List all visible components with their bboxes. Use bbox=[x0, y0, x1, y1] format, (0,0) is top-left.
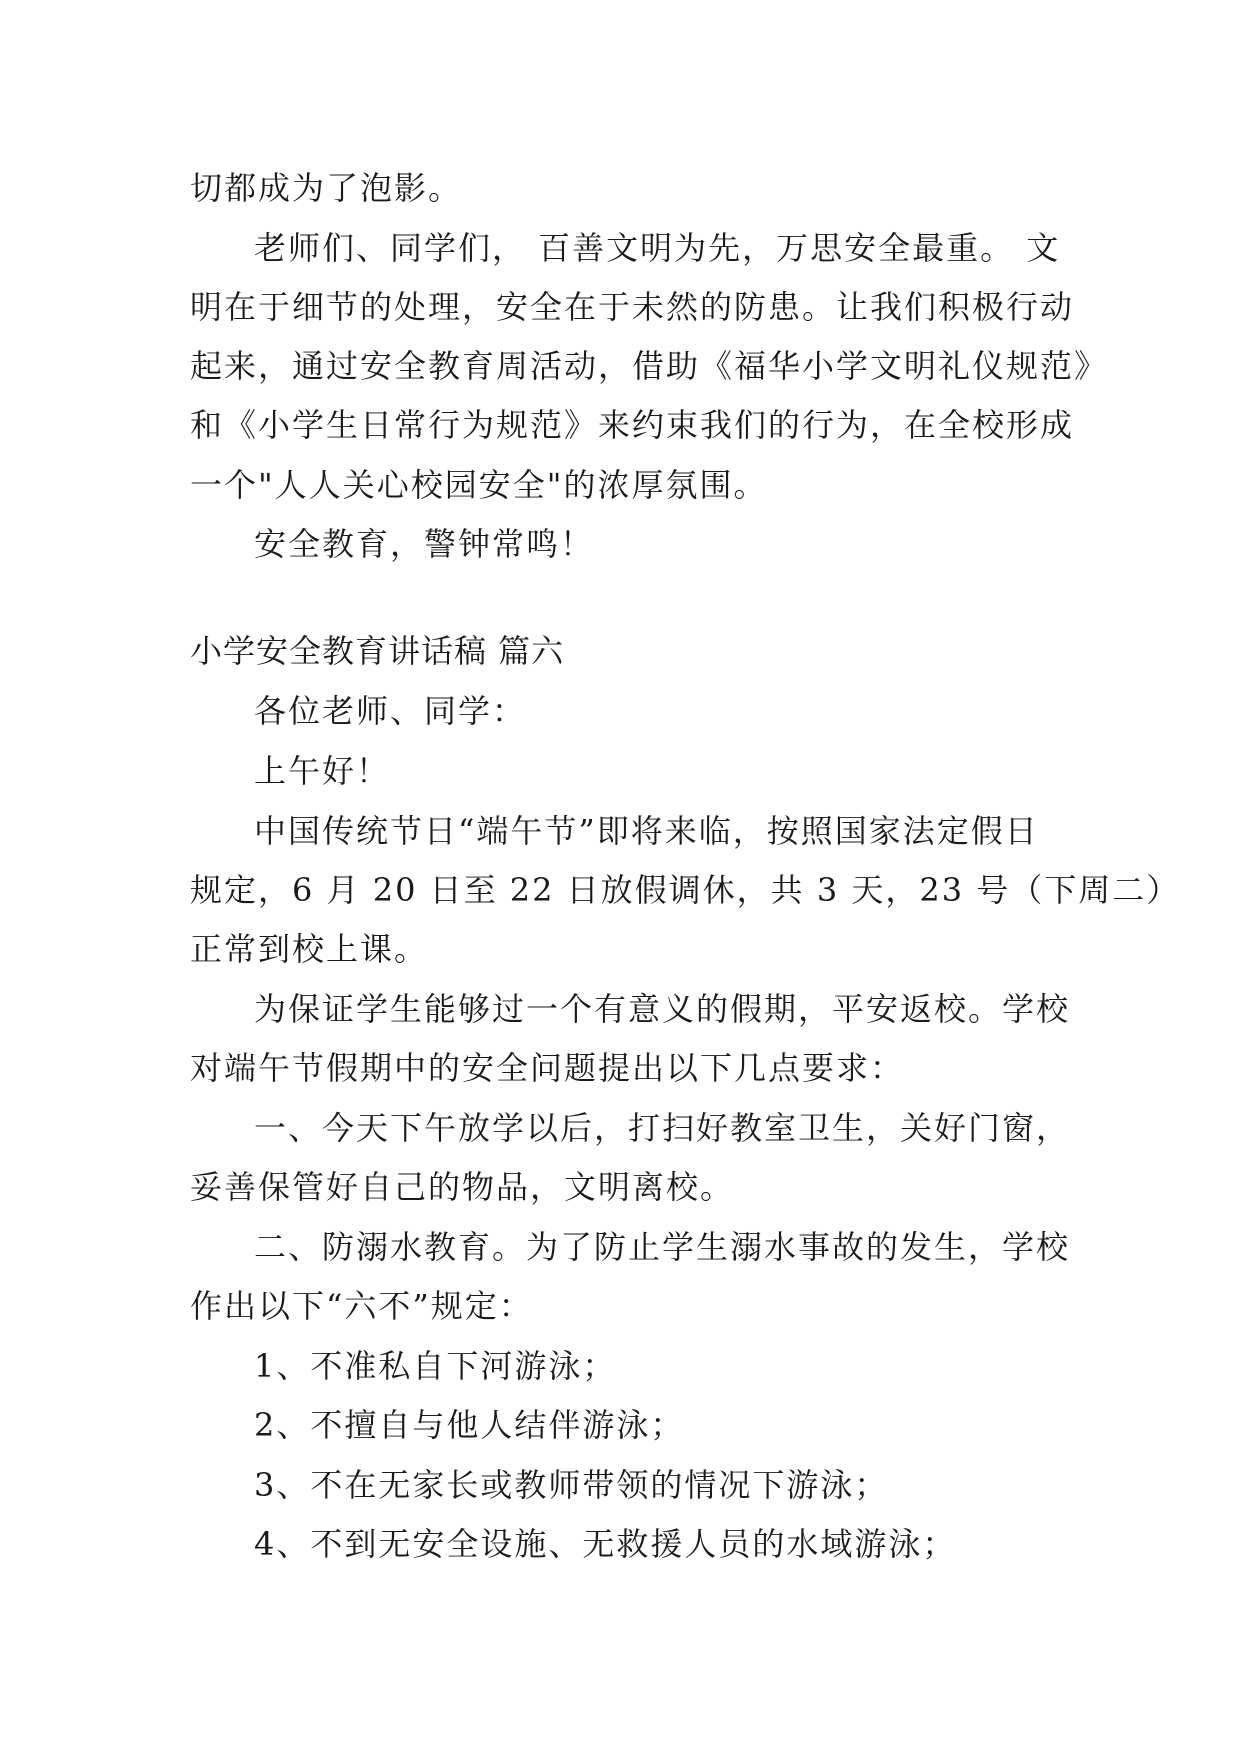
paragraph-line: 明在于细节的处理，安全在于未然的防患。让我们积极行动 bbox=[190, 288, 1075, 326]
greeting: 上午好！ bbox=[254, 752, 391, 790]
paragraph-line: 和《小学生日常行为规范》来约束我们的行为，在全校形成 bbox=[190, 406, 1075, 444]
list-item: 2、不擅自与他人结伴游泳； bbox=[254, 1406, 685, 1444]
paragraph-line: 作出以下“六不”规定： bbox=[190, 1287, 533, 1325]
paragraph-line: 起来，通过安全教育周活动，借助《福华小学文明礼仪规范》 bbox=[190, 347, 1109, 385]
paragraph-line: 正常到校上课。 bbox=[190, 930, 429, 968]
paragraph-line: 切都成为了泡影。 bbox=[190, 169, 463, 207]
paragraph-line: 妥善保管好自己的物品，文明离校。 bbox=[190, 1168, 735, 1206]
paragraph-line: 规定，6 月 20 日至 22 日放假调休，共 3 天，23 号（下周二） bbox=[190, 871, 1181, 909]
salutation: 各位老师、同学： bbox=[254, 692, 527, 730]
section-heading: 小学安全教育讲话稿 篇六 bbox=[190, 632, 565, 670]
paragraph-line: 老师们、同学们， 百善文明为先，万思安全最重。 文 bbox=[254, 229, 1061, 267]
paragraph-line: 一个"人人关心校园安全"的浓厚氛围。 bbox=[190, 466, 768, 504]
paragraph-line: 中国传统节日“端午节”即将来临，按照国家法定假日 bbox=[254, 812, 1039, 850]
paragraph-line: 为保证学生能够过一个有意义的假期，平安返校。学校 bbox=[254, 990, 1071, 1028]
paragraph-line: 一、今天下午放学以后，打扫好教室卫生，关好门窗， bbox=[254, 1109, 1071, 1147]
list-item: 1、不准私自下河游泳； bbox=[254, 1347, 617, 1385]
list-item: 3、不在无家长或教师带领的情况下游泳； bbox=[254, 1466, 889, 1504]
paragraph-line: 二、防溺水教育。为了防止学生溺水事故的发生，学校 bbox=[254, 1228, 1071, 1266]
paragraph-line: 安全教育，警钟常鸣！ bbox=[254, 525, 595, 563]
list-item: 4、不到无安全设施、无救援人员的水域游泳； bbox=[254, 1525, 957, 1563]
paragraph-line: 对端午节假期中的安全问题提出以下几点要求： bbox=[190, 1049, 905, 1087]
